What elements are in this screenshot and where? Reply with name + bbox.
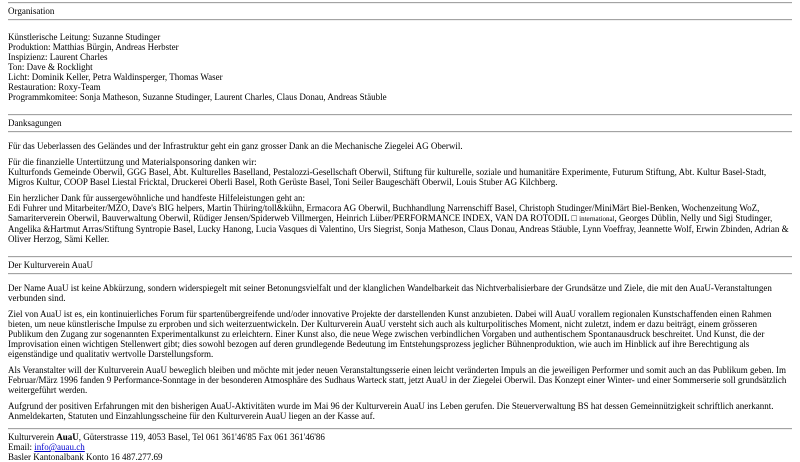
helpers-names-part2: , Georges Düblin, Nelly und Sigi Studinger, Angelika &Hartmut Arras/Stiftung Syntropie Basel, Lucky Hanong, Lucia Vasques di Valentino, Urs Siegrist, Sonja Matheson, Claus Donau, Andreas Stäuble, Lynn Voeffray, Jeannette Wolf, Erwin Zbinden, Adrian & Oliver Herzog, Sämi Keller. <box>8 213 789 244</box>
org-role-line: Inspizienz: Laurent Charles <box>8 52 108 62</box>
sponsoring-list: Kulturfonds Gemeinde Oberwil, GGG Basel, Abt. Kulturelles Baselland, Pestalozzi-Gesellschaft Oberwil, Stiftung für kulturelle, soziale und humanitäre Experimente, Futurum Stiftung, Abt. Kultur Basel-Stadt, Migros Kultur, COOP Basel Liestal Fricktal, Druckerei Oberli Basel, Roth Gerüste Basel, Toni Seiler Baugeschäft Oberwil, Louis Stuber AG Kilchberg. <box>8 167 767 187</box>
organisation-list <box>8 32 792 102</box>
org-role-line: Programmkomitee: Sonja Matheson, Suzanne Studinger, Laurent Charles, Claus Donau, Andreas Stäuble <box>8 92 387 102</box>
org-role-line: Restauration: Roxy-Team <box>8 82 101 92</box>
helpers-international-note: international <box>579 215 615 223</box>
section-header-danksagungen <box>8 114 792 133</box>
divider <box>8 131 792 133</box>
paragraph-verein: Aufgrund der positiven Erfahrungen mit den bisherigen AuaU-Aktivitäten wurde im Mai 96 der Kulturverein AuaU ins Leben gerufen. Die Steuerverwaltung BS hat dessen Gemeinnützigkeit schriftlich anerkannt. Anmeldekarten, Statuten und Einzahlungsscheine für den Kulturverein AuaU liegen an der Kasse auf. <box>8 401 774 421</box>
section-title-kulturverein: Der Kulturverein AuaU <box>8 260 93 270</box>
divider <box>8 19 792 21</box>
sponsoring-intro: Für die finanzielle Untertützung und Materialsponsoring danken wir: <box>8 157 257 167</box>
org-role-line: Künstlerische Leitung: Suzanne Studinger <box>8 32 161 42</box>
footer-address-line <box>8 432 792 442</box>
footer-bank-line: Basler Kantonalbank Konto 16 487.277.69 <box>8 452 163 462</box>
footer-org-name: AuaU <box>56 432 79 442</box>
footer-address-rest: , Güterstrasse 119, 4053 Basel, Tel 061 361'46'85 Fax 061 361'46'86 <box>78 432 325 442</box>
section-title-organisation: Organisation <box>8 6 55 16</box>
paragraph-sponsoring <box>8 157 792 187</box>
paragraph-veranstalter: Als Veranstalter will der Kulturverein AuaU beweglich bleiben und möchte mit jeder neuen Veranstaltungsserie einen leicht veränderten Impuls an die jeweiligen Performer und somit auch an das Publikum geben. Im Februar/März 1996 fanden 9 Performance-Sonntage in der besonderen Atmosphäre des Sudhaus Warteck statt, jetzt AuaU in der Ziegelei Oberwil. Das Konzept einer Winter- und einer Sommerserie soll grundsätzlich weitergeführt werden. <box>8 365 787 395</box>
org-role-line: Ton: Dave & Rocklight <box>8 62 93 72</box>
section-header-kulturverein <box>8 256 792 275</box>
paragraph-ziel: Ziel von AuaU ist es, ein kontinuierliches Forum für spartenübergreifende und/oder innovative Projekte der darstellenden Kunst anzubieten. Dabei will AuaU vorallem regionalen Kunstschaffenden einen Rahmen bieten, um neue künstlerische Impulse zu erproben und sich weiterzuentwickeln. Der Kulturverein AuaU versteht sich auch als kulturpolitisches Moment, nicht zuletzt, indem er dazu beiträgt, einem grösseren Publikum den Zugang zur sogenannten Experimentalkunst zu erleichtern. Einer Kunst also, die neue Wege zwischen verbindlichen Vorgaben und authentischem Spontanausdruck beschreitet. Und Kunst, die der Improvisation einen wichtigen Stellenwert gibt; dies sowohl bezogen auf deren grundlegende Bedeutung im Entstehungsprozess jeglicher Bühnenproduktion, wie auch im Hinblick auf ihre Berechtigung als eigenständige und qualitativ wertvolle Darstellungsform. <box>8 309 772 359</box>
paragraph-helpers <box>8 193 792 244</box>
email-link[interactable]: info@auau.ch <box>34 442 85 452</box>
paragraph-gelaende: Für das Ueberlassen des Geländes und der Infrastruktur geht ein ganz grosser Dank an die Mechanische Ziegelei AG Oberwil. <box>8 141 463 151</box>
section-header-organisation <box>8 2 792 21</box>
section-title-danksagungen: Danksagungen <box>8 118 62 128</box>
org-role-line: Licht: Dominik Keller, Petra Waldinsperger, Thomas Waser <box>8 72 223 82</box>
helpers-intro: Ein herzlicher Dank für aussergewöhnliche und handfeste Hilfeleistungen geht an: <box>8 193 305 203</box>
footer-email-line <box>8 442 792 452</box>
footer-email-label: Email: <box>8 442 35 452</box>
footer <box>8 432 792 462</box>
org-role-line: Produktion: Matthias Bürgin, Andreas Herbster <box>8 42 179 52</box>
helpers-names-part1: Edi Fuhrer und Mitarbeiter/MZO, Dave's BIG helpers, Martin Thüring/toll&kühn, Ermacora AG Oberwil, Buchhandlung Narrenschiff Basel, Christoph Studinger/MiniMärt Biel-Benken, Wochenzeitung WoZ, Samariterverein Oberwil, Bauverwaltung Oberwil, Rüdiger Jensen/Spiderweb Villmergen, Heinrich Lüber/PERFORMANCE INDEX, VAN DA ROTODIL □ <box>8 203 760 223</box>
paragraph-name: Der Name AuaU ist keine Abkürzung, sondern widerspiegelt mit seiner Betonungsvielfalt und der klanglichen Wandelbarkeit das Nichtverbalisierbare der Grundsätze und Ziele, die mit den AuaU-Veranstaltungen verbunden sind. <box>8 283 772 303</box>
footer-org-prefix: Kulturverein <box>8 432 57 442</box>
divider <box>8 428 792 430</box>
divider <box>8 273 792 275</box>
